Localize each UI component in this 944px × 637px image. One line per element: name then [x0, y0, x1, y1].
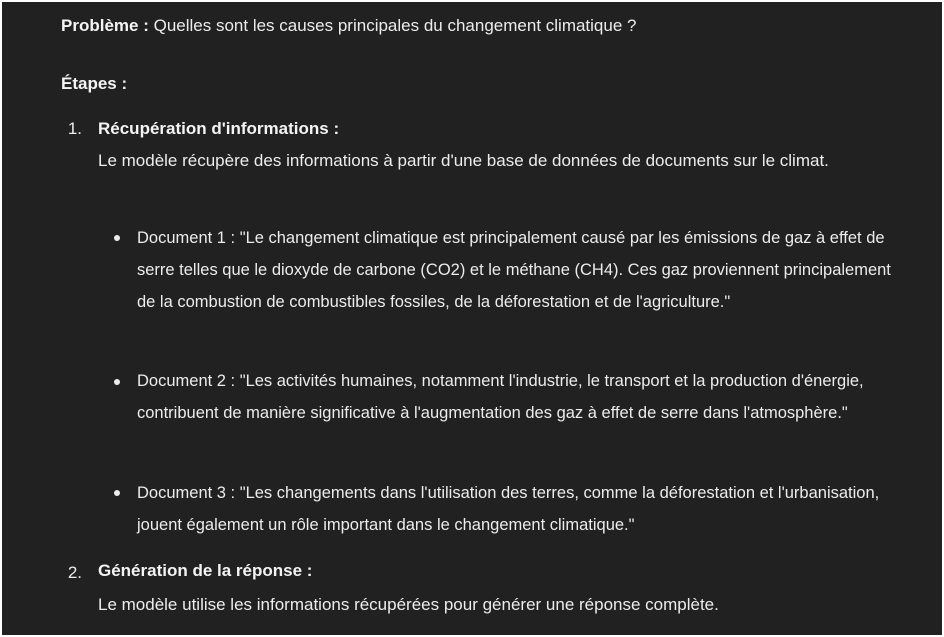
document-2-text: Document 2 : "Les activités humaines, notamment l'industrie, le transport et la production d'énergie, contribuent de manière significative à l'augmentation des gaz à effet de serre dans l'atmosphère."	[137, 372, 864, 422]
document-1-text: Document 1 : "Le changement climatique est principalement causé par les émissions de gaz à effet de serre telles que le dioxyde de carbone (CO2) et le méthane (CH4). Ces gaz proviennent principalement de la combustion de combustibles fossiles, de la déforestation et de l'agriculture."	[137, 229, 891, 311]
chat-message-panel	[2, 2, 942, 635]
problem-line	[61, 15, 636, 37]
bullet-dot	[114, 379, 120, 385]
step-2-title: Génération de la réponse :	[98, 561, 313, 580]
problem-question: Quelles sont les causes principales du changement climatique ?	[153, 16, 637, 35]
bullet-dot	[114, 490, 120, 496]
problem-label: Problème :	[61, 16, 149, 35]
step-1-number: 1.	[67, 119, 82, 138]
document-3-text: Document 3 : "Les changements dans l'utilisation des terres, comme la déforestation et l'urbanisation, jouent également un rôle important dans le changement climatique."	[137, 484, 880, 534]
step-2-number: 2.	[67, 563, 82, 582]
step-1-title: Récupération d'informations :	[98, 119, 340, 138]
step-1-description: Le modèle récupère des informations à partir d'une base de données de documents sur le climat.	[98, 151, 829, 170]
step-2-description: Le modèle utilise les informations récupérées pour générer une réponse complète.	[98, 595, 719, 614]
bullet-dot	[114, 235, 120, 241]
steps-heading: Étapes :	[61, 74, 128, 93]
